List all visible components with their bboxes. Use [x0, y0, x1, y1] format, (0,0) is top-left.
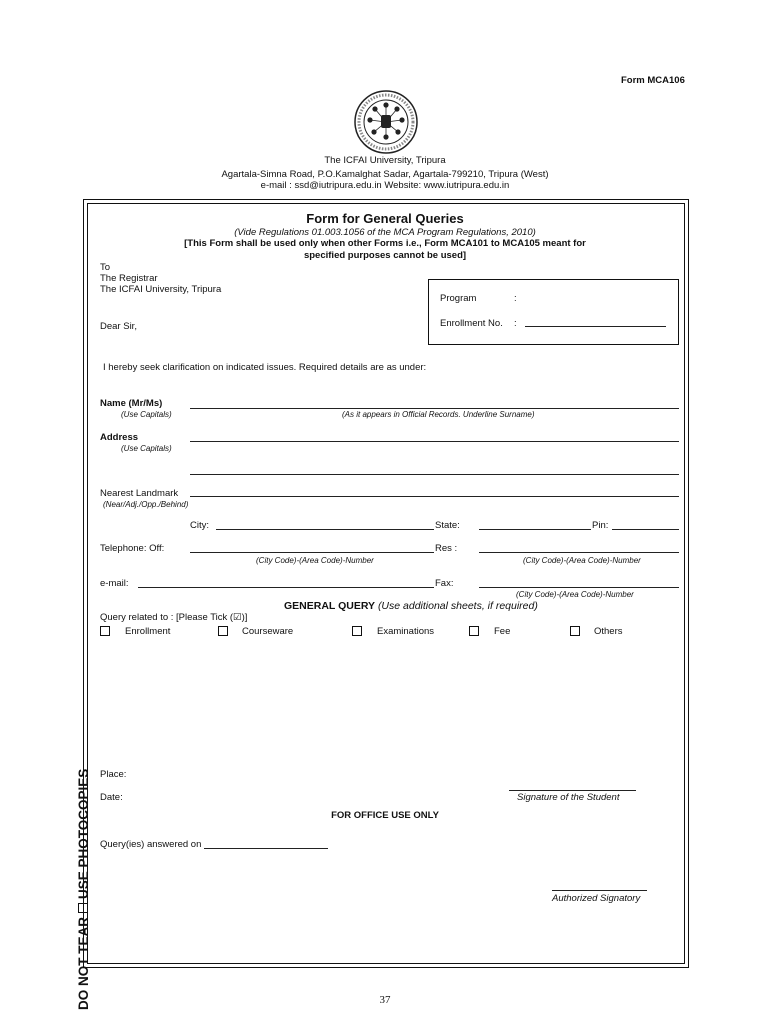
- address-hint: (Use Capitals): [121, 444, 172, 453]
- authorized-signatory-label: Authorized Signatory: [552, 893, 641, 904]
- query-related-label: Query related to : [Please Tick (☑)]: [100, 612, 248, 623]
- landmark-label: Nearest Landmark: [100, 488, 179, 499]
- telephone-residence-field[interactable]: [479, 552, 679, 553]
- usage-note-line1: [This Form shall be used only when other Forms i.e., Form MCA101 to MCA105 meant for: [184, 238, 586, 249]
- city-field[interactable]: [216, 529, 434, 530]
- option-fee: Fee: [494, 626, 511, 637]
- email-label: e-mail:: [100, 578, 129, 589]
- state-label: State:: [435, 520, 460, 531]
- place-label: Place:: [100, 769, 127, 780]
- addressee-registrar: The Registrar: [100, 273, 158, 284]
- side-text-right: USE PHOTOCOPIES: [76, 768, 91, 899]
- address-field-line1[interactable]: [190, 441, 679, 442]
- option-enrollment: Enrollment: [125, 626, 171, 637]
- checkbox-examinations[interactable]: [352, 626, 362, 636]
- program-info-box: [428, 279, 679, 345]
- general-query-note: (Use additional sheets, if required): [377, 600, 538, 612]
- answered-on-field[interactable]: [204, 848, 328, 849]
- general-query-title: GENERAL QUERY: [284, 600, 376, 612]
- program-label: Program: [440, 293, 477, 304]
- office-use-heading: FOR OFFICE USE ONLY: [331, 810, 439, 821]
- landmark-field[interactable]: [190, 496, 679, 497]
- state-field[interactable]: [479, 529, 591, 530]
- name-note: (As it appears in Official Records. Underline Surname): [342, 410, 535, 419]
- authorized-signature-field[interactable]: [552, 890, 647, 891]
- student-signature-field[interactable]: [509, 790, 636, 791]
- fax-field[interactable]: [479, 587, 679, 588]
- option-others: Others: [594, 626, 623, 637]
- university-contact: e-mail : ssd@iutripura.edu.in Website: www.iutripura.edu.in: [260, 180, 510, 191]
- pin-field[interactable]: [612, 529, 679, 530]
- checkbox-others[interactable]: [570, 626, 580, 636]
- side-text-left: DO NOT TEAR: [76, 917, 91, 1010]
- student-signature-label: Signature of the Student: [517, 792, 620, 803]
- general-query-heading: [284, 600, 538, 612]
- pin-label: Pin:: [592, 520, 609, 531]
- university-seal-logo: [351, 89, 421, 155]
- telephone-label: Telephone: Off:: [100, 543, 165, 554]
- university-address: Agartala-Simna Road, P.O.Kamalghat Sadar, Agartala-799210, Tripura (West): [221, 169, 549, 180]
- option-examinations: Examinations: [377, 626, 435, 637]
- name-field[interactable]: [190, 408, 679, 409]
- addressee-university: The ICFAI University, Tripura: [100, 284, 222, 295]
- fax-code-note: (City Code)-(Area Code)-Number: [516, 590, 634, 599]
- checkbox-enrollment[interactable]: [100, 626, 110, 636]
- university-name: The ICFAI University, Tripura: [324, 155, 446, 166]
- enrollment-label: Enrollment No.: [440, 318, 503, 329]
- date-label: Date:: [100, 792, 123, 803]
- program-colon: :: [514, 293, 517, 304]
- address-field-line2[interactable]: [190, 474, 679, 475]
- form-code: Form MCA106: [621, 75, 685, 86]
- checkbox-courseware[interactable]: [218, 626, 228, 636]
- usage-note-line2: specified purposes cannot be used]: [303, 250, 467, 261]
- fax-label: Fax:: [435, 578, 454, 589]
- option-courseware: Courseware: [242, 626, 294, 637]
- salutation: Dear Sir,: [100, 321, 137, 332]
- form-title: Form for General Queries: [306, 211, 464, 226]
- city-label: City:: [190, 520, 209, 531]
- answered-on-label: Query(ies) answered on: [100, 839, 202, 850]
- residence-code-note: (City Code)-(Area Code)-Number: [523, 556, 641, 565]
- checkbox-fee[interactable]: [469, 626, 479, 636]
- name-hint: (Use Capitals): [121, 410, 172, 419]
- enrollment-colon: :: [514, 318, 517, 329]
- name-label: Name (Mr/Ms): [100, 398, 163, 409]
- regulation-note: (Vide Regulations 01.003.1056 of the MCA Program Regulations, 2010): [234, 227, 536, 238]
- page-number: 37: [379, 994, 391, 1006]
- office-code-note: (City Code)-(Area Code)-Number: [256, 556, 374, 565]
- landmark-hint: (Near/Adj./Opp./Behind): [103, 500, 189, 509]
- email-field[interactable]: [138, 587, 434, 588]
- telephone-office-field[interactable]: [190, 552, 434, 553]
- enrollment-no-field[interactable]: [525, 326, 666, 327]
- side-warning-text: [76, 769, 91, 1010]
- intro-text: I hereby seek clarification on indicated issues. Required details are as under:: [103, 362, 427, 373]
- address-label: Address: [100, 432, 139, 443]
- residence-label: Res :: [435, 543, 458, 554]
- addressee-to: To: [100, 262, 111, 273]
- square-icon: [78, 903, 88, 913]
